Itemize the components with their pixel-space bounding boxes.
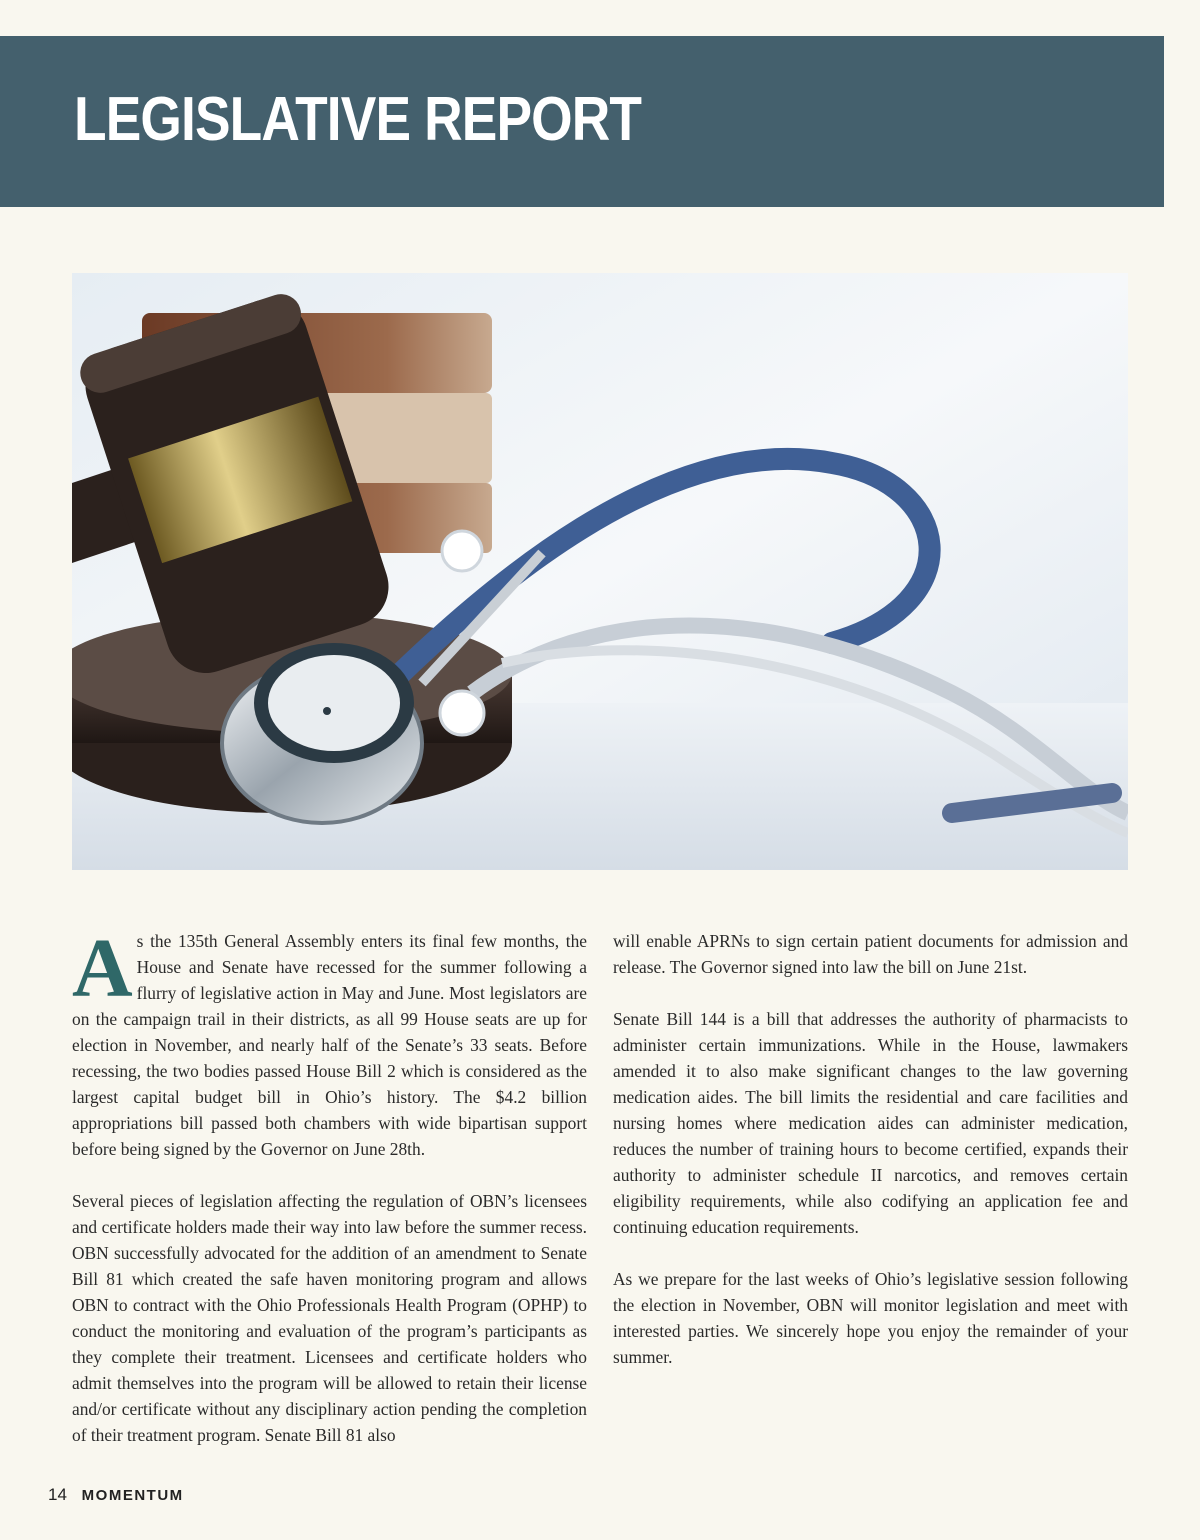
gavel-stethoscope-photo [72, 273, 1128, 870]
page-title: LEGISLATIVE REPORT [74, 85, 642, 154]
article-column-left [72, 922, 587, 1474]
article-column-right [613, 928, 1128, 1396]
article-paragraph: As we prepare for the last weeks of Ohio’s legislative session following the election in November, OBN will monitor legislation and meet with interested parties. We sincerely hope you enjoy the remainder of your summer. [613, 1269, 1128, 1367]
page-number: 14 [48, 1485, 67, 1504]
article-paragraph: will enable APRNs to sign certain patient documents for admission and release. The Governor signed into law the bill on June 21st. [613, 931, 1128, 977]
header-banner [0, 36, 1164, 207]
magazine-name: MOMENTUM [81, 1487, 184, 1504]
article-paragraph: Senate Bill 144 is a bill that addresses the authority of pharmacists to administer certain immunizations. While in the House, lawmakers amended it to also make significant changes to the law governing medication aides. The bill limits the residential and care facilities and nursing homes where medication aides can administer medication, reduces the number of training hours to become certified, expands their authority to administer schedule II narcotics, and removes certain eligibility requirements, while also codifying an application fee and continuing education requirements. [613, 1009, 1128, 1237]
drop-cap: A [72, 922, 133, 1015]
paragraph-text: s the 135th General Assembly enters its final few months, the House and Senate have recessed for the summer following a flurry of legislative action in May and June. Most legislators are on the campaign trail in their districts, as all 99 House seats are up for election in November, and nearly half of the Senate’s 33 seats. Before recessing, the two bodies passed House Bill 2 which is considered as the largest capital budget bill in Ohio’s history. The $4.2 billion appropriations bill passed both chambers with wide bipartisan support before being signed by the Governor on June 28th. [72, 931, 587, 1159]
article-paragraph: Several pieces of legislation affecting the regulation of OBN’s licensees and certificate holders made their way into law before the summer recess. OBN successfully advocated for the addition of an amendment to Senate Bill 81 which created the safe haven monitoring program and allows OBN to contract with the Ohio Professionals Health Program (OPHP) to conduct the monitoring and evaluation of the program’s participants as they complete their treatment. Licensees and certificate holders who admit themselves into the program will be allowed to retain their license and/or certificate without any disciplinary action pending the completion of their treatment program. Senate Bill 81 also [72, 1191, 587, 1445]
article-paragraph [72, 922, 587, 1162]
page-footer [48, 1485, 184, 1505]
